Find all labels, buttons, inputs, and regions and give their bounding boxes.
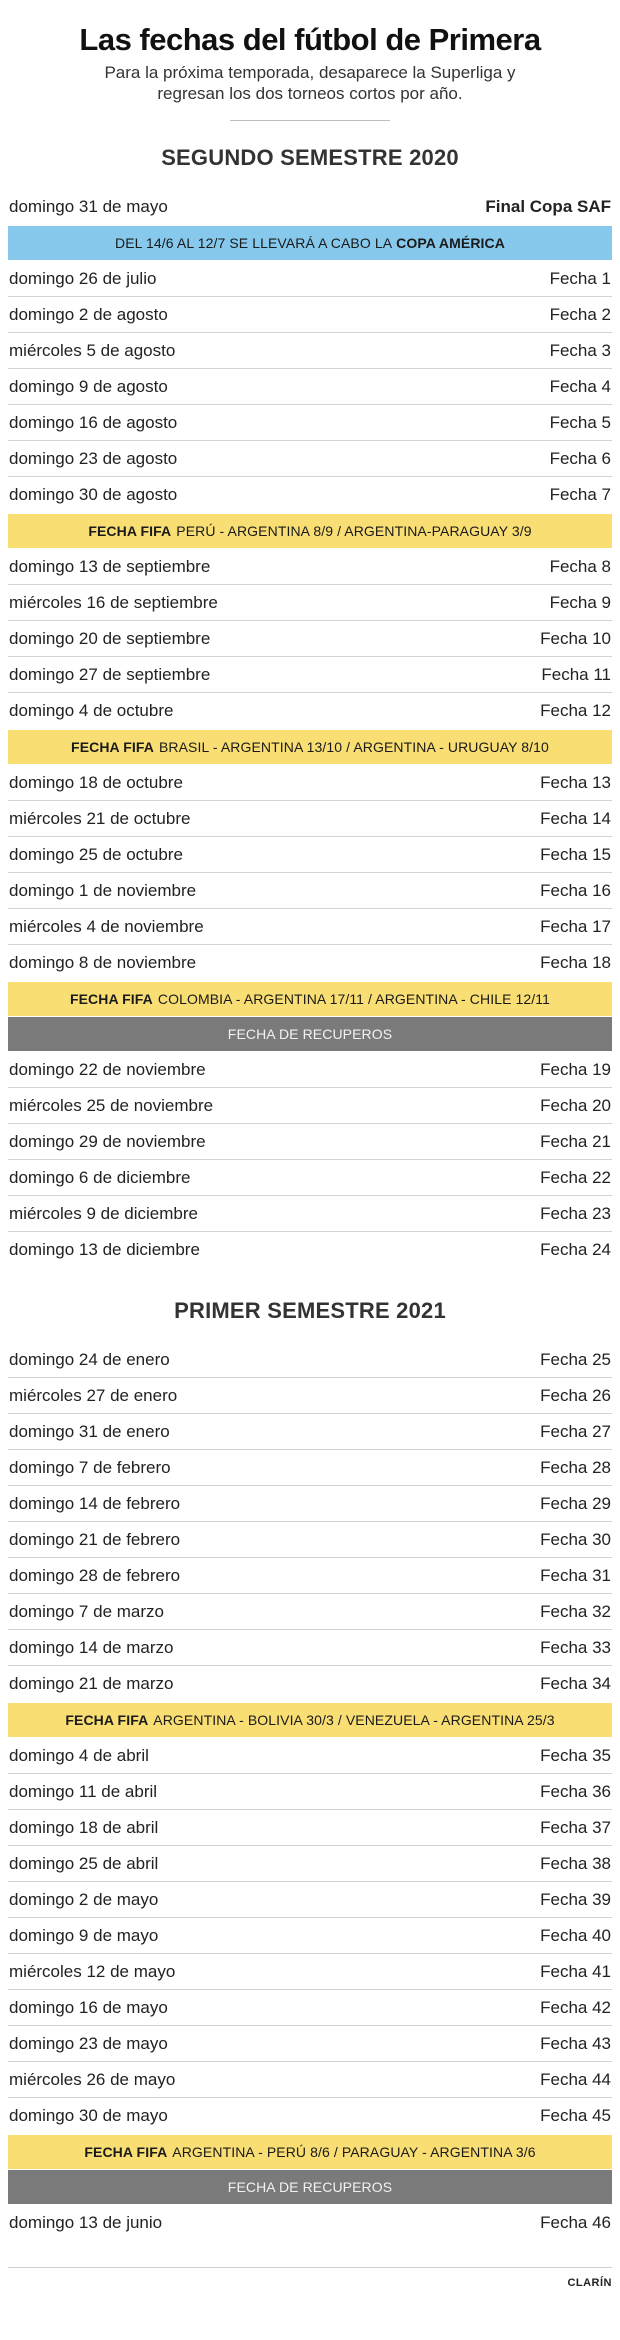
schedule-row bbox=[8, 1954, 612, 1990]
match-date: miércoles 5 de agosto bbox=[9, 340, 176, 360]
match-date: domingo 14 de marzo bbox=[9, 1637, 174, 1657]
fecha-label: Fecha 2 bbox=[549, 304, 611, 324]
match-date: domingo 7 de febrero bbox=[9, 1457, 171, 1477]
match-date: domingo 11 de abril bbox=[9, 1781, 158, 1801]
page-subtitle: Para la próxima temporada, desaparece la Superliga y regresan los dos torneos cortos por año. bbox=[104, 63, 516, 103]
match-date: miércoles 26 de mayo bbox=[9, 2069, 176, 2089]
fecha-label: Fecha 40 bbox=[540, 1925, 611, 1945]
schedule-row bbox=[8, 477, 612, 513]
fecha-label: Fecha 46 bbox=[540, 2213, 611, 2232]
match-date: domingo 26 de julio bbox=[9, 268, 157, 288]
schedule-row bbox=[8, 1630, 612, 1666]
fecha-label: Fecha 15 bbox=[540, 844, 611, 864]
schedule-row bbox=[8, 1990, 612, 2026]
recupero-band bbox=[8, 1017, 612, 1051]
fecha-label: Fecha 22 bbox=[540, 1167, 611, 1187]
fecha-label: Fecha 1 bbox=[549, 268, 611, 288]
schedule-row bbox=[8, 1774, 612, 1810]
band-text: FECHA DE RECUPEROS bbox=[227, 2179, 393, 2195]
fecha-label: Fecha 11 bbox=[541, 664, 611, 684]
match-date: domingo 9 de mayo bbox=[9, 1925, 159, 1945]
title-divider bbox=[230, 120, 390, 121]
match-date: miércoles 4 de noviembre bbox=[9, 916, 204, 936]
band-tail: COPA AMÉRICA bbox=[396, 235, 505, 251]
band-text: ARGENTINA - BOLIVIA 30/3 / VENEZUELA - ARGENTINA 25/3 bbox=[153, 1712, 555, 1728]
schedule-row bbox=[8, 1846, 612, 1882]
match-date: domingo 21 de febrero bbox=[9, 1529, 181, 1549]
schedule-list-2020 bbox=[8, 189, 612, 1268]
match-date: domingo 22 de noviembre bbox=[9, 1059, 206, 1079]
section-title-2020: SEGUNDO SEMESTRE 2020 bbox=[161, 145, 459, 170]
band-text: PERÚ - ARGENTINA 8/9 / ARGENTINA-PARAGUAY 3/9 bbox=[176, 523, 532, 539]
schedule-row bbox=[8, 945, 612, 981]
match-date: domingo 18 de octubre bbox=[9, 772, 183, 792]
band-text: ARGENTINA - PERÚ 8/6 / PARAGUAY - ARGENTINA 3/6 bbox=[172, 2144, 536, 2160]
schedule-row bbox=[8, 1486, 612, 1522]
match-date: domingo 7 de marzo bbox=[9, 1601, 164, 1621]
fecha-label: Fecha 5 bbox=[549, 412, 611, 432]
schedule-row bbox=[8, 621, 612, 657]
fecha-label: Fecha 42 bbox=[540, 1997, 611, 2017]
match-date: miércoles 25 de noviembre bbox=[9, 1095, 214, 1115]
schedule-row bbox=[8, 261, 612, 297]
band-lead: FECHA FIFA bbox=[65, 1712, 149, 1728]
band-lead: FECHA FIFA bbox=[88, 523, 172, 539]
schedule-row bbox=[8, 549, 612, 585]
fecha-label: Fecha 28 bbox=[540, 1457, 611, 1477]
schedule-row bbox=[8, 441, 612, 477]
fecha-fifa-band bbox=[8, 1703, 612, 1737]
match-date: domingo 20 de septiembre bbox=[9, 628, 211, 648]
fecha-label: Fecha 10 bbox=[540, 628, 611, 648]
match-date: domingo 25 de octubre bbox=[9, 844, 183, 864]
match-date: miércoles 9 de diciembre bbox=[9, 1203, 198, 1223]
match-date: miércoles 21 de octubre bbox=[9, 808, 191, 828]
match-date: domingo 24 de enero bbox=[9, 1349, 170, 1369]
match-date: miércoles 12 de mayo bbox=[9, 1961, 176, 1981]
match-date: domingo 4 de abril bbox=[9, 1745, 149, 1765]
fecha-label: Fecha 33 bbox=[540, 1637, 611, 1657]
fecha-label: Fecha 45 bbox=[540, 2106, 611, 2125]
fecha-label: Fecha 29 bbox=[540, 1493, 611, 1513]
fecha-label: Fecha 41 bbox=[540, 1961, 611, 1981]
fecha-label: Fecha 35 bbox=[540, 1745, 611, 1765]
fecha-label: Fecha 18 bbox=[540, 953, 611, 972]
schedule-row bbox=[8, 1196, 612, 1232]
schedule-row bbox=[8, 585, 612, 621]
schedule-row bbox=[8, 297, 612, 333]
match-date: domingo 25 de abril bbox=[9, 1853, 159, 1873]
schedule-row bbox=[8, 1522, 612, 1558]
fecha-label: Fecha 6 bbox=[549, 448, 611, 468]
fecha-label: Fecha 19 bbox=[540, 1059, 611, 1079]
schedule-row bbox=[8, 333, 612, 369]
match-date: domingo 31 de mayo bbox=[9, 197, 168, 216]
fecha-label: Fecha 31 bbox=[540, 1565, 611, 1585]
match-date: domingo 28 de febrero bbox=[9, 1565, 181, 1585]
match-date: domingo 8 de noviembre bbox=[9, 953, 197, 972]
band-text: DEL 14/6 AL 12/7 SE LLEVARÁ A CABO LA bbox=[115, 235, 393, 251]
schedule-row bbox=[8, 1160, 612, 1196]
fecha-label: Fecha 17 bbox=[540, 916, 611, 936]
band-text: BRASIL - ARGENTINA 13/10 / ARGENTINA - URUGUAY 8/10 bbox=[158, 739, 549, 755]
schedule-row bbox=[8, 1666, 612, 1702]
schedule-row bbox=[8, 405, 612, 441]
match-date: domingo 21 de marzo bbox=[9, 1674, 174, 1693]
band-lead: FECHA FIFA bbox=[71, 739, 154, 755]
fecha-label: Fecha 34 bbox=[540, 1674, 611, 1693]
match-date: miércoles 16 de septiembre bbox=[9, 592, 218, 612]
schedule-row bbox=[8, 765, 612, 801]
fecha-label: Fecha 14 bbox=[540, 808, 611, 828]
match-date: domingo 4 de octubre bbox=[9, 701, 174, 720]
schedule-row bbox=[8, 873, 612, 909]
schedule-row bbox=[8, 1232, 612, 1268]
schedule-row bbox=[8, 657, 612, 693]
match-date: domingo 6 de diciembre bbox=[9, 1167, 191, 1187]
section-title-2021: PRIMER SEMESTRE 2021 bbox=[174, 1298, 446, 1323]
fecha-label: Fecha 7 bbox=[549, 485, 611, 504]
schedule-row bbox=[8, 1558, 612, 1594]
schedule-row bbox=[8, 2026, 612, 2062]
fecha-label: Fecha 13 bbox=[540, 772, 611, 792]
match-date: domingo 29 de noviembre bbox=[9, 1131, 206, 1151]
fecha-label: Fecha 27 bbox=[540, 1421, 611, 1441]
match-date: domingo 16 de mayo bbox=[9, 1997, 168, 2017]
schedule-list-2021 bbox=[8, 1342, 612, 2241]
match-date: domingo 13 de junio bbox=[9, 2213, 163, 2232]
fecha-label: Fecha 37 bbox=[540, 1817, 611, 1837]
schedule-row bbox=[8, 1918, 612, 1954]
fecha-label: Fecha 36 bbox=[540, 1781, 611, 1801]
schedule-row bbox=[8, 801, 612, 837]
recupero-band bbox=[8, 2170, 612, 2204]
fecha-label: Fecha 21 bbox=[540, 1131, 611, 1151]
fecha-label: Fecha 32 bbox=[540, 1601, 611, 1621]
fecha-fifa-band bbox=[8, 730, 612, 764]
fecha-label: Fecha 16 bbox=[540, 880, 611, 900]
match-date: domingo 23 de mayo bbox=[9, 2033, 168, 2053]
fecha-label: Fecha 38 bbox=[540, 1853, 611, 1873]
match-date: domingo 9 de agosto bbox=[9, 376, 168, 396]
schedule-row bbox=[8, 1378, 612, 1414]
fecha-label: Fecha 4 bbox=[549, 376, 611, 396]
match-date: domingo 30 de mayo bbox=[9, 2106, 168, 2125]
fecha-label: Fecha 39 bbox=[540, 1889, 611, 1909]
match-date: domingo 14 de febrero bbox=[9, 1493, 181, 1513]
schedule-row bbox=[8, 1052, 612, 1088]
band-text: COLOMBIA - ARGENTINA 17/11 / ARGENTINA - CHILE 12/11 bbox=[157, 991, 551, 1007]
schedule-row bbox=[8, 1594, 612, 1630]
schedule-row bbox=[8, 1342, 612, 1378]
fecha-label: Fecha 26 bbox=[540, 1385, 611, 1405]
match-date: domingo 31 de enero bbox=[9, 1421, 170, 1441]
fecha-label: Fecha 44 bbox=[540, 2069, 611, 2089]
schedule-row bbox=[8, 1882, 612, 1918]
match-date: domingo 16 de agosto bbox=[9, 412, 178, 432]
fecha-label: Fecha 24 bbox=[540, 1240, 611, 1259]
brand-logo-text: CLARÍN bbox=[567, 2276, 612, 2289]
match-date: domingo 2 de mayo bbox=[9, 1889, 159, 1909]
footer bbox=[8, 2267, 612, 2297]
fecha-label: Fecha 25 bbox=[540, 1349, 611, 1369]
schedule-row bbox=[8, 1810, 612, 1846]
match-date: domingo 13 de septiembre bbox=[9, 556, 211, 576]
fecha-label: Fecha 12 bbox=[540, 701, 611, 720]
fecha-label: Fecha 8 bbox=[549, 556, 611, 576]
copa-america-band bbox=[8, 226, 612, 260]
page-title: Las fechas del fútbol de Primera bbox=[79, 22, 541, 57]
fecha-label: Fecha 30 bbox=[540, 1529, 611, 1549]
match-date: domingo 27 de septiembre bbox=[9, 664, 211, 684]
band-lead: FECHA FIFA bbox=[84, 2144, 168, 2160]
fecha-fifa-band bbox=[8, 982, 612, 1016]
band-text: FECHA DE RECUPEROS bbox=[227, 1026, 393, 1042]
schedule-row bbox=[8, 909, 612, 945]
schedule-row bbox=[8, 2062, 612, 2098]
schedule-row bbox=[8, 1738, 612, 1774]
match-date: domingo 13 de diciembre bbox=[9, 1240, 200, 1259]
fecha-label: Fecha 23 bbox=[540, 1203, 611, 1223]
schedule-row bbox=[8, 189, 612, 225]
fecha-fifa-band bbox=[8, 2135, 612, 2169]
match-date: domingo 23 de agosto bbox=[9, 448, 178, 468]
schedule-row bbox=[8, 1414, 612, 1450]
schedule-row bbox=[8, 2205, 612, 2241]
schedule-row bbox=[8, 837, 612, 873]
match-date: domingo 30 de agosto bbox=[9, 485, 178, 504]
fecha-label: Fecha 9 bbox=[549, 592, 611, 612]
schedule-row bbox=[8, 693, 612, 729]
schedule-row bbox=[8, 2098, 612, 2134]
fecha-fifa-band bbox=[8, 514, 612, 548]
band-lead: FECHA FIFA bbox=[69, 991, 153, 1007]
fecha-label: Fecha 43 bbox=[540, 2033, 611, 2053]
schedule-row bbox=[8, 1124, 612, 1160]
fecha-label: Fecha 20 bbox=[540, 1095, 611, 1115]
match-date: miércoles 27 de enero bbox=[9, 1385, 178, 1405]
schedule-row bbox=[8, 369, 612, 405]
match-date: domingo 2 de agosto bbox=[9, 304, 168, 324]
schedule-row bbox=[8, 1088, 612, 1124]
fecha-label: Final Copa SAF bbox=[485, 197, 611, 216]
fecha-label: Fecha 3 bbox=[549, 340, 611, 360]
schedule-row bbox=[8, 1450, 612, 1486]
match-date: domingo 18 de abril bbox=[9, 1817, 159, 1837]
match-date: domingo 1 de noviembre bbox=[9, 880, 197, 900]
